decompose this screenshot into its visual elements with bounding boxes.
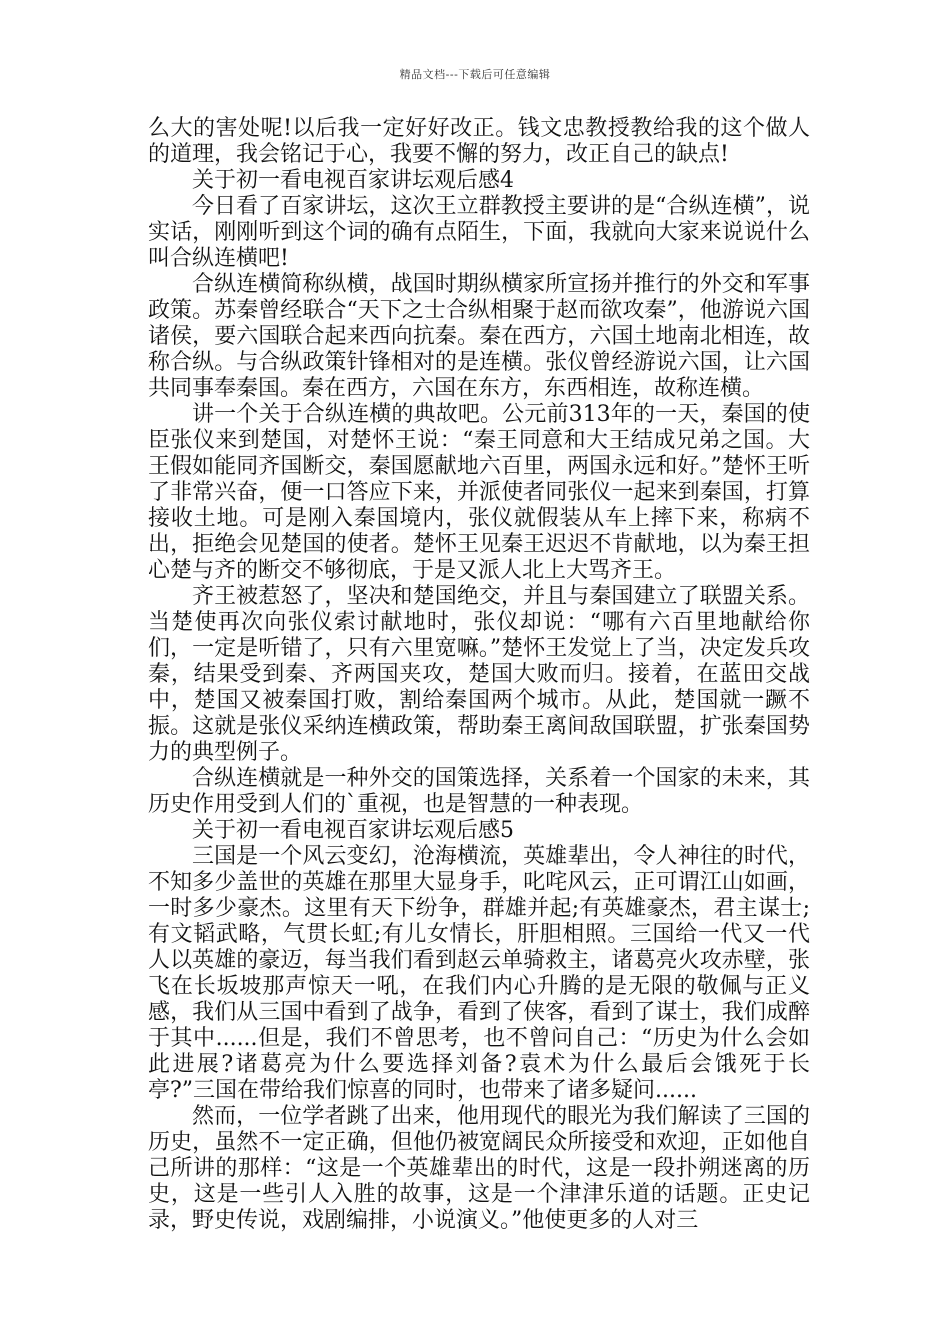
section-heading: 关于初一看电视百家讲坛观后感4 — [192, 168, 514, 193]
paragraph: 然而，一位学者跳了出来，他用现代的眼光为我们解读了三国的历史，虽然不一定正确，但他仍被宽阔民众所接受和欢迎，正如他自己所讲的那样：“这是一个英雄辈出的时代，这是一段扑朔迷离的历史，这是一些引人入胜的故事，这是一个津津乐道的话题。正史记录，野史传说，戏剧编排，小说演义。”他使更多的人对三 — [148, 1104, 810, 1233]
paragraph: 讲一个关于合纵连横的典故吧。公元前313年的一天，秦国的使臣张仪来到楚国，对楚怀王说：“秦王同意和大王结成兄弟之国。大王假如能同齐国断交，秦国愿献地六百里，两国永远和好。”楚怀王听了非常兴奋，便一口答应下来，并派使者同张仪一起来到秦国，打算接收土地。可是刚入秦国境内，张仪就假装从车上摔下来，称病不出，拒绝会见楚国的使者。楚怀王见秦王迟迟不肯献地，以为秦王担心楚与齐的断交不够彻底，于是又派人北上大骂齐王。 — [148, 402, 810, 583]
paragraph: 齐王被惹怒了，坚决和楚国绝交，并且与秦国建立了联盟关系。当楚使再次向张仪索讨献地时，张仪却说：“哪有六百里地献给你们，一定是听错了，只有六里宽嘛。”楚怀王发觉上了当，决定发兵攻秦，结果受到秦、齐两国夹攻，楚国大败而归。接着，在蓝田交战中，楚国又被秦国打败，割给秦国两个城市。从此，楚国就一蹶不振。这就是张仪采纳连横政策，帮助秦王离间敌国联盟，扩张秦国势力的典型例子。 — [148, 584, 810, 765]
document-body — [148, 116, 810, 1234]
paragraph: 合纵连横简称纵横，战国时期纵横家所宣扬并推行的外交和军事政策。苏秦曾经联合“天下之士合纵相聚于赵而欲攻秦”，他游说六国诸侯，要六国联合起来西向抗秦。秦在西方，六国土地南北相连，故称合纵。与合纵政策针锋相对的是连横。张仪曾经游说六国，让六国共同事奉秦国。秦在西方，六国在东方，东西相连，故称连横。 — [148, 272, 810, 401]
paragraph: 三国是一个风云变幻，沧海横流，英雄辈出，令人神往的时代，不知多少盖世的英雄在那里大显身手，叱咤风云，正可谓江山如画，一时多少豪杰。这里有天下纷争，群雄并起;有英雄豪杰，君主谋士;有文韬武略，气贯长虹;有儿女情长，肝胆相照。三国给一代又一代人以英雄的豪迈，每当我们看到赵云单骑救主，诸葛亮火攻赤壁，张飞在长坂坡那声惊天一吼，在我们内心升腾的是无限的敬佩与正义感，我们从三国中看到了战争，看到了侠客，看到了谋士，我们成醉于其中......但是，我们不曾思考，也不曾问自己：“历史为什么会如此进展?诸葛亮为什么要选择刘备?袁术为什么最后会饿死于长亭?”三国在带给我们惊喜的同时，也带来了诸多疑问...... — [148, 844, 810, 1103]
section-heading: 关于初一看电视百家讲坛观后感5 — [192, 818, 514, 843]
paragraph: 么大的害处呢!以后我一定好好改正。钱文忠教授教给我的这个做人的道理，我会铭记于心，我要不懈的努力，改正自己的缺点! — [148, 116, 810, 167]
page-header: 精品文档---下载后可任意编辑 — [399, 68, 551, 81]
paragraph: 今日看了百家讲坛，这次王立群教授主要讲的是“合纵连横”，说实话，刚刚听到这个词的确有点陌生，下面，我就向大家来说说什么叫合纵连横吧! — [148, 194, 810, 271]
paragraph: 合纵连横就是一种外交的国策选择，关系着一个国家的未来，其历史作用受到人们的`重视，也是智慧的一种表现。 — [148, 766, 810, 817]
